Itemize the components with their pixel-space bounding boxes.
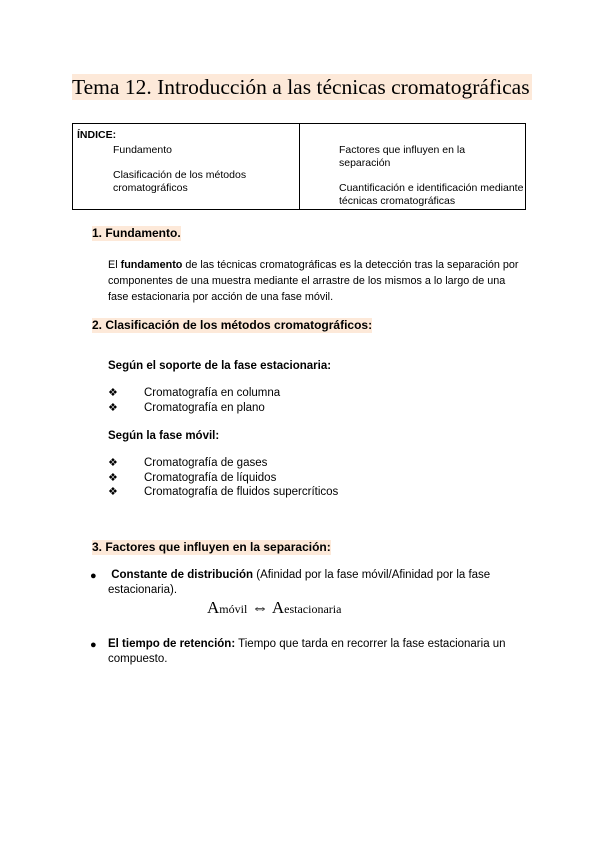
section3-heading: 3. Factores que influyen en la separación: bbox=[92, 540, 331, 554]
diamond-bullet-icon: ❖ bbox=[108, 486, 118, 498]
double-arrow-icon: ⇔ bbox=[251, 598, 269, 617]
list-item: ❖ Cromatografía en plano bbox=[108, 402, 265, 414]
factor-item-retencion: El tiempo de retención: Tiempo que tarda en recorrer la fase estacionaria un compuesto. bbox=[108, 638, 506, 665]
page-title: Tema 12. Introducción a las técnicas cromatográficas bbox=[72, 74, 532, 100]
subsection-fase-movil: Según la fase móvil: bbox=[108, 430, 220, 442]
list-item: ❖ Cromatografía en columna bbox=[108, 387, 281, 399]
list-item: ❖ Cromatografía de gases bbox=[108, 457, 268, 469]
table-divider bbox=[299, 124, 300, 209]
dot-bullet-icon: ● bbox=[90, 639, 97, 651]
index-item-factores: Factores que influyen en la separación bbox=[339, 144, 466, 169]
diamond-bullet-icon: ❖ bbox=[108, 472, 118, 484]
diamond-bullet-icon: ❖ bbox=[108, 402, 118, 414]
distribution-formula: Amóvil ⇔ Aestacionaria bbox=[207, 598, 342, 617]
section2-heading: 2. Clasificación de los métodos cromatográficos: bbox=[92, 318, 373, 332]
list-item: ❖ Cromatografía de líquidos bbox=[108, 472, 277, 484]
index-label: ÍNDICE: bbox=[77, 129, 117, 141]
index-item-cuantificacion: Cuantificación e identificación mediante técnicas cromatográficas bbox=[339, 182, 524, 207]
dot-bullet-icon: ● bbox=[90, 570, 97, 582]
section1-paragraph: El fundamento de las técnicas cromatográficas es la detección tras la separación por componentes de una muestra mediante el arrastre de los mismos a lo largo de una fase estacionaria por acción de una fase móvil. bbox=[108, 259, 519, 303]
diamond-bullet-icon: ❖ bbox=[108, 387, 118, 399]
list-item: ❖ Cromatografía de fluidos supercríticos bbox=[108, 486, 339, 498]
index-table bbox=[72, 123, 526, 210]
index-item-clasificacion: Clasificación de los métodos cromatográficos bbox=[113, 169, 247, 194]
diamond-bullet-icon: ❖ bbox=[108, 457, 118, 469]
factor-item-constante: Constante de distribución (Afinidad por la fase móvil/Afinidad por la fase estacionaria). bbox=[108, 569, 491, 596]
subsection-soporte: Según el soporte de la fase estacionaria: bbox=[108, 360, 332, 372]
section1-heading: 1. Fundamento. bbox=[92, 226, 181, 240]
index-item-fundamento: Fundamento bbox=[113, 144, 172, 156]
